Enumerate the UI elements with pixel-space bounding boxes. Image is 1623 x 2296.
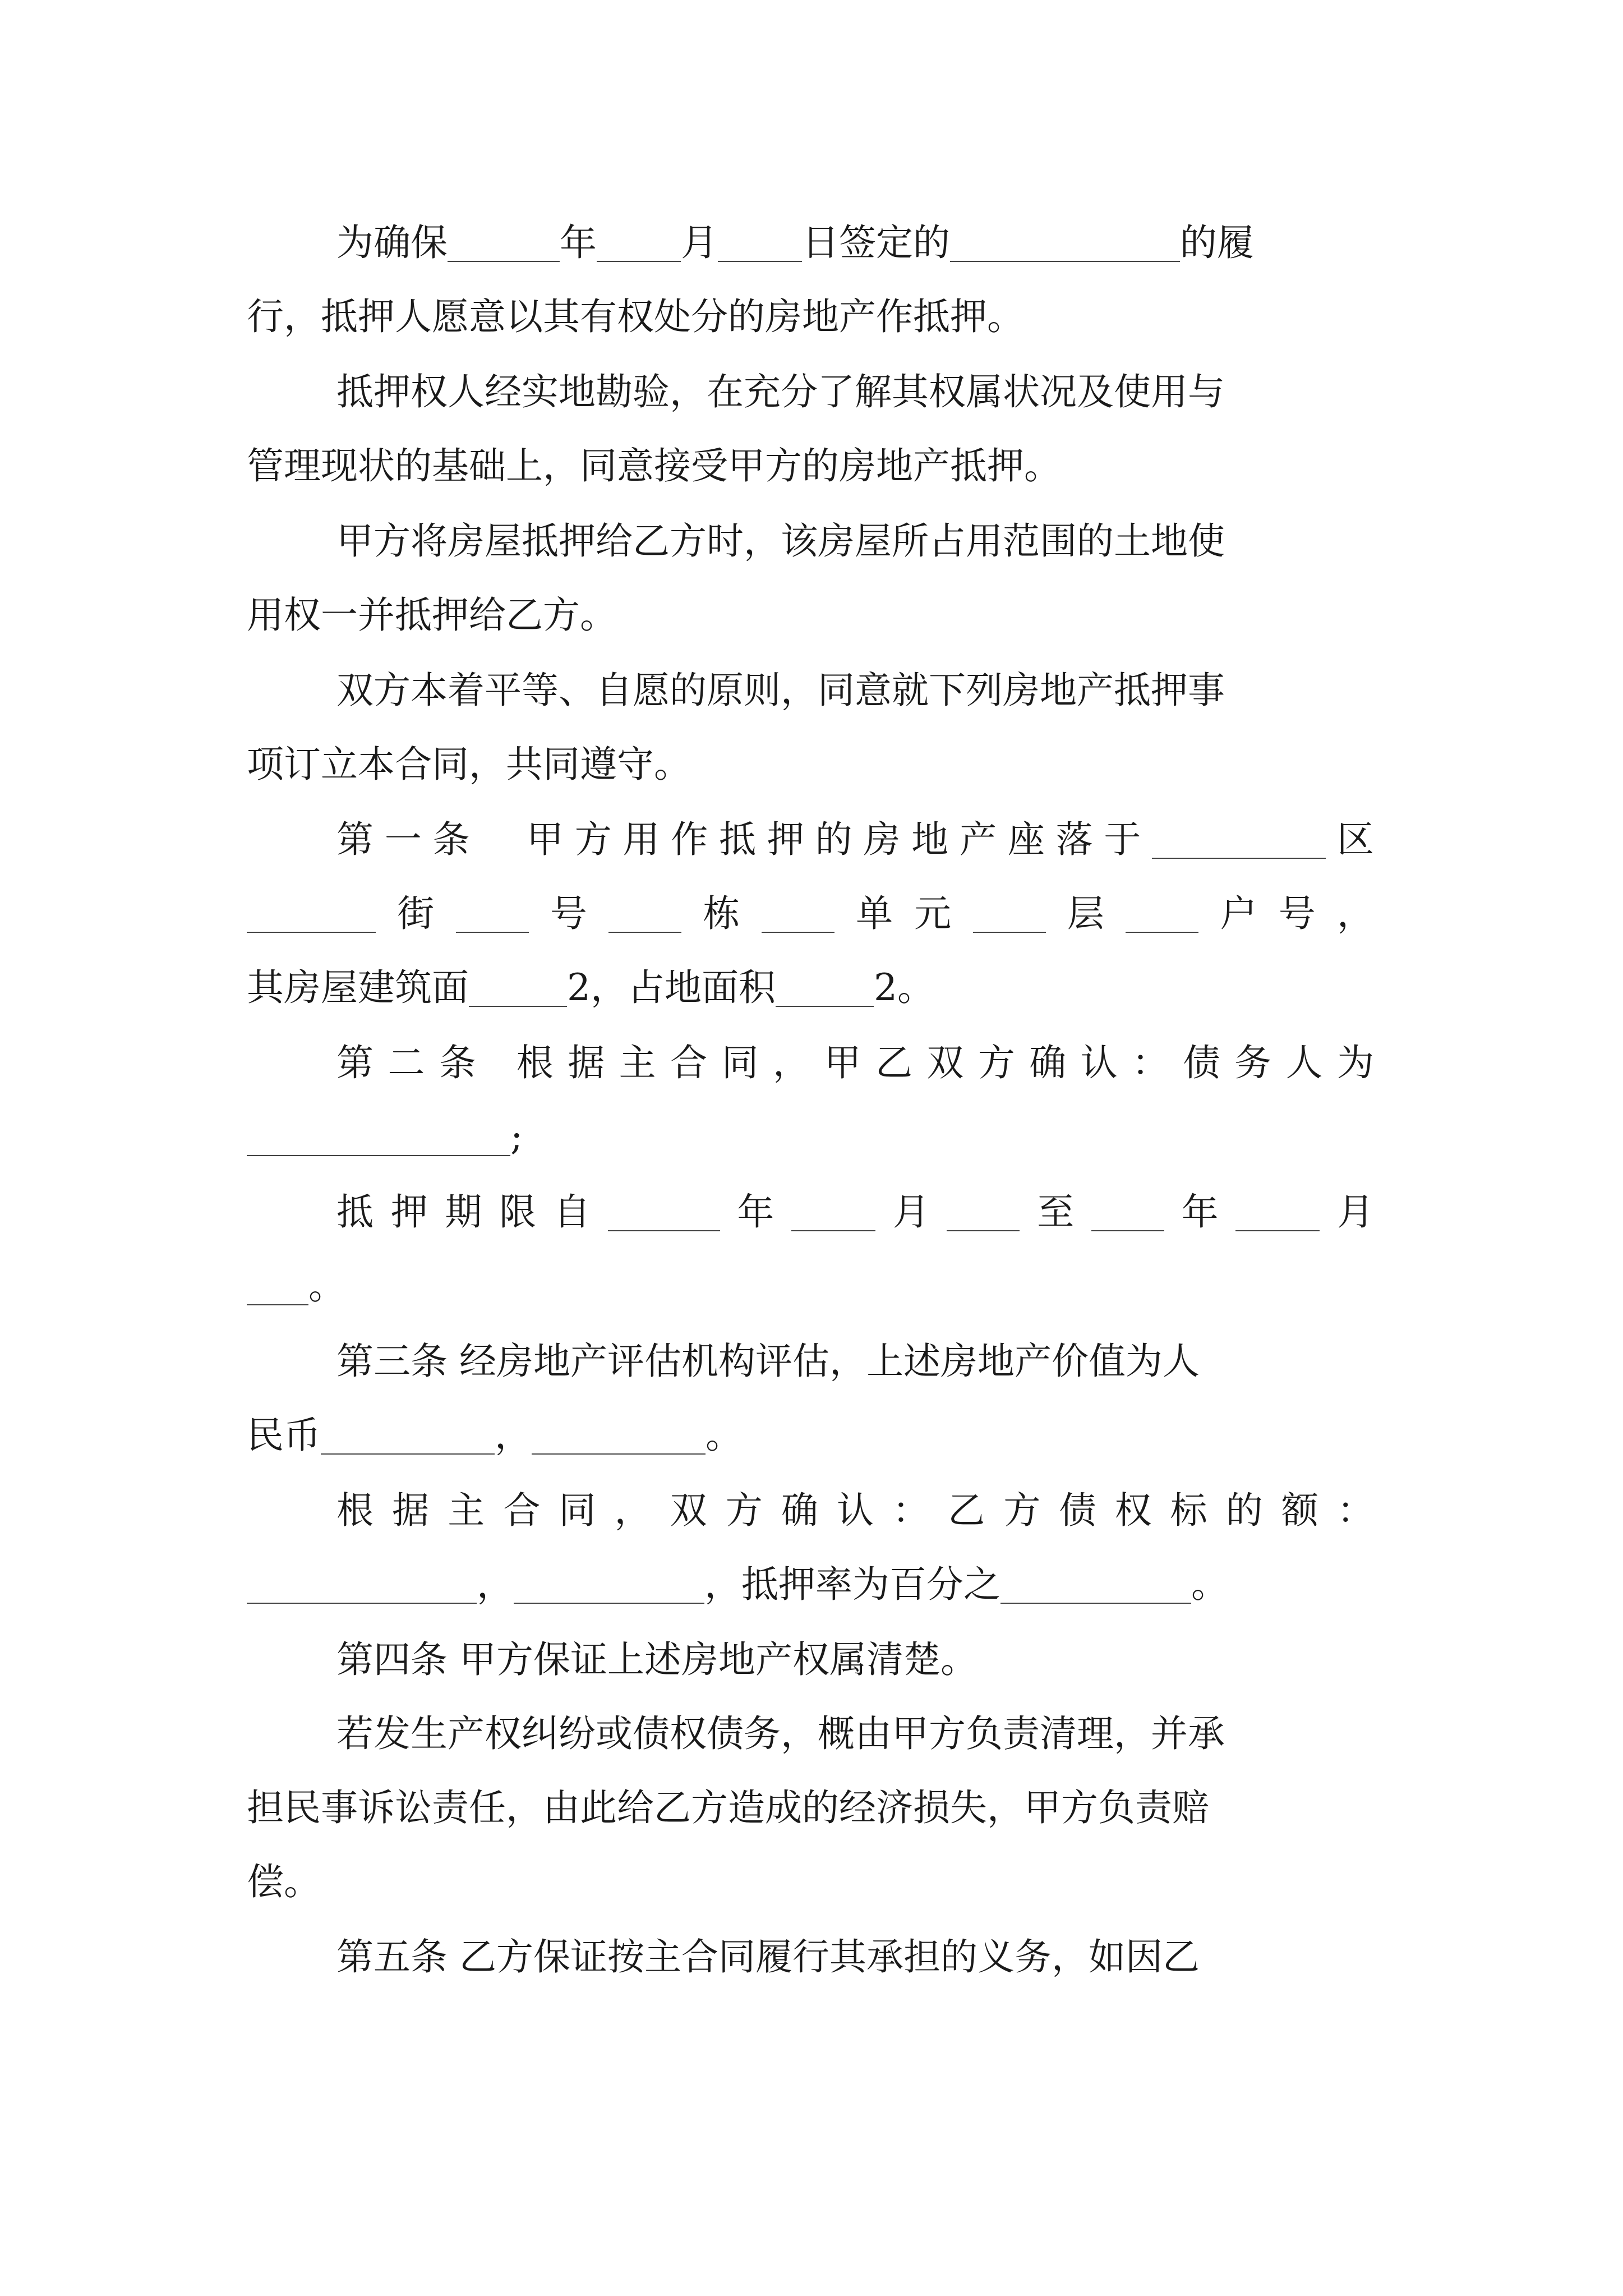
article-3-line-3: 根据主合同，双方确认：乙方债权标的额： <box>336 1489 1374 1532</box>
blank-start-day <box>947 1230 1020 1231</box>
article-4-line-3: 担民事诉讼责任，由此给乙方造成的经济损失，甲方负责赔 <box>247 1786 1209 1829</box>
blank-start-month <box>791 1230 875 1231</box>
paragraph-intro-line-1 <box>336 212 1374 274</box>
text-segment: 月 <box>875 1190 947 1234</box>
text-segment: 为确保 <box>336 221 448 264</box>
text-segment: 街 <box>376 892 456 935</box>
blank-debtor <box>247 1155 510 1156</box>
text-segment: 号 <box>528 892 609 935</box>
article-1-line-1 <box>336 809 1374 871</box>
blank-claim-amount <box>247 1603 477 1604</box>
blank-value-words <box>532 1453 706 1455</box>
blank-value-amount <box>321 1453 495 1455</box>
paragraph-land-line-1: 甲方将房屋抵押给乙方时，该房屋所占用范围的土地使 <box>336 519 1225 563</box>
article-5-line-1: 第五条 乙方保证按主合同履行其承担的义务，如因乙 <box>336 1935 1200 1978</box>
blank-start-year <box>608 1230 720 1231</box>
paragraph-principle-line-2: 项订立本合同，共同遵守。 <box>247 743 691 786</box>
article-2-line-3 <box>336 1181 1374 1243</box>
text-segment: 。 <box>308 1264 345 1308</box>
paragraph-inspection-line-1: 抵押权人经实地勘验，在充分了解其权属状况及使用与 <box>336 370 1225 413</box>
text-segment: 第一条 甲方用作抵押的房地产座落于 <box>336 818 1152 861</box>
text-segment: 抵押期限自 <box>336 1190 608 1234</box>
article-3-line-4 <box>247 1554 1374 1616</box>
text-segment: 民币 <box>247 1414 321 1457</box>
blank-mortgage-rate <box>1000 1603 1191 1604</box>
text-segment: 区 <box>1326 818 1374 861</box>
blank-number <box>456 932 529 933</box>
text-segment: 2。 <box>874 966 934 1009</box>
text-segment: ， <box>477 1563 514 1606</box>
text-segment: 的履 <box>1180 221 1254 264</box>
blank-year <box>448 261 560 262</box>
blank-unit <box>762 932 834 933</box>
article-3-line-1: 第三条 经房地产评估机构评估，上述房地产价值为人 <box>336 1340 1200 1383</box>
blank-end-day <box>247 1304 308 1305</box>
paragraph-inspection-line-2: 管理现状的基础上，同意接受甲方的房地产抵押。 <box>247 444 1061 487</box>
blank-room <box>1126 932 1198 933</box>
blank-contract-name <box>950 261 1180 262</box>
article-1-line-3 <box>247 957 1374 1019</box>
blank-claim-words <box>514 1603 704 1604</box>
blank-land-area <box>776 1006 874 1007</box>
text-segment: 栋 <box>681 892 762 935</box>
text-segment: ， <box>495 1414 532 1457</box>
text-segment: 单元 <box>834 892 973 935</box>
blank-end-month <box>1235 1230 1320 1231</box>
text-segment: ，抵押率为百分之 <box>704 1563 1000 1606</box>
article-4-line-4: 偿。 <box>247 1860 321 1903</box>
blank-end-year <box>1091 1230 1164 1231</box>
paragraph-principle-line-1: 双方本着平等、自愿的原则，同意就下列房地产抵押事 <box>336 669 1225 712</box>
text-segment: 其房屋建筑面 <box>247 966 469 1009</box>
text-segment: 。 <box>706 1414 743 1457</box>
text-segment: 户号， <box>1198 892 1375 935</box>
article-3-line-2 <box>247 1405 1374 1466</box>
blank-day <box>718 261 802 262</box>
text-segment: 2，占地面积 <box>567 966 776 1009</box>
article-2-line-4 <box>247 1255 1374 1317</box>
article-2-line-2 <box>247 1106 1374 1168</box>
paragraph-land-line-2: 用权一并抵押给乙方。 <box>247 593 617 637</box>
blank-district <box>1152 858 1326 859</box>
blank-floor-area <box>469 1006 567 1007</box>
text-segment: 日签定的 <box>802 221 950 264</box>
paragraph-intro-line-2: 行，抵押人愿意以其有权处分的房地产作抵押。 <box>247 295 1024 338</box>
text-segment: 月 <box>1320 1190 1375 1234</box>
text-segment: 月 <box>681 221 718 264</box>
text-segment: ; <box>510 1115 523 1158</box>
text-segment: 层 <box>1045 892 1126 935</box>
blank-building <box>608 932 681 933</box>
text-segment: 年 <box>560 221 597 264</box>
article-1-line-2 <box>247 883 1374 945</box>
text-segment: 。 <box>1191 1563 1228 1606</box>
article-4-line-2: 若发生产权纠纷或债权债务，概由甲方负责清理，并承 <box>336 1712 1225 1755</box>
article-4-line-1: 第四条 甲方保证上述房地产权属清楚。 <box>336 1638 978 1681</box>
text-segment: 至 <box>1020 1190 1091 1234</box>
blank-month <box>597 261 681 262</box>
text-segment: 年 <box>720 1190 792 1234</box>
blank-street <box>247 932 376 933</box>
text-segment: 年 <box>1164 1190 1236 1234</box>
article-2-line-1: 第二条 根据主合同，甲乙双方确认：债务人为 <box>336 1041 1374 1084</box>
blank-floor <box>973 932 1046 933</box>
